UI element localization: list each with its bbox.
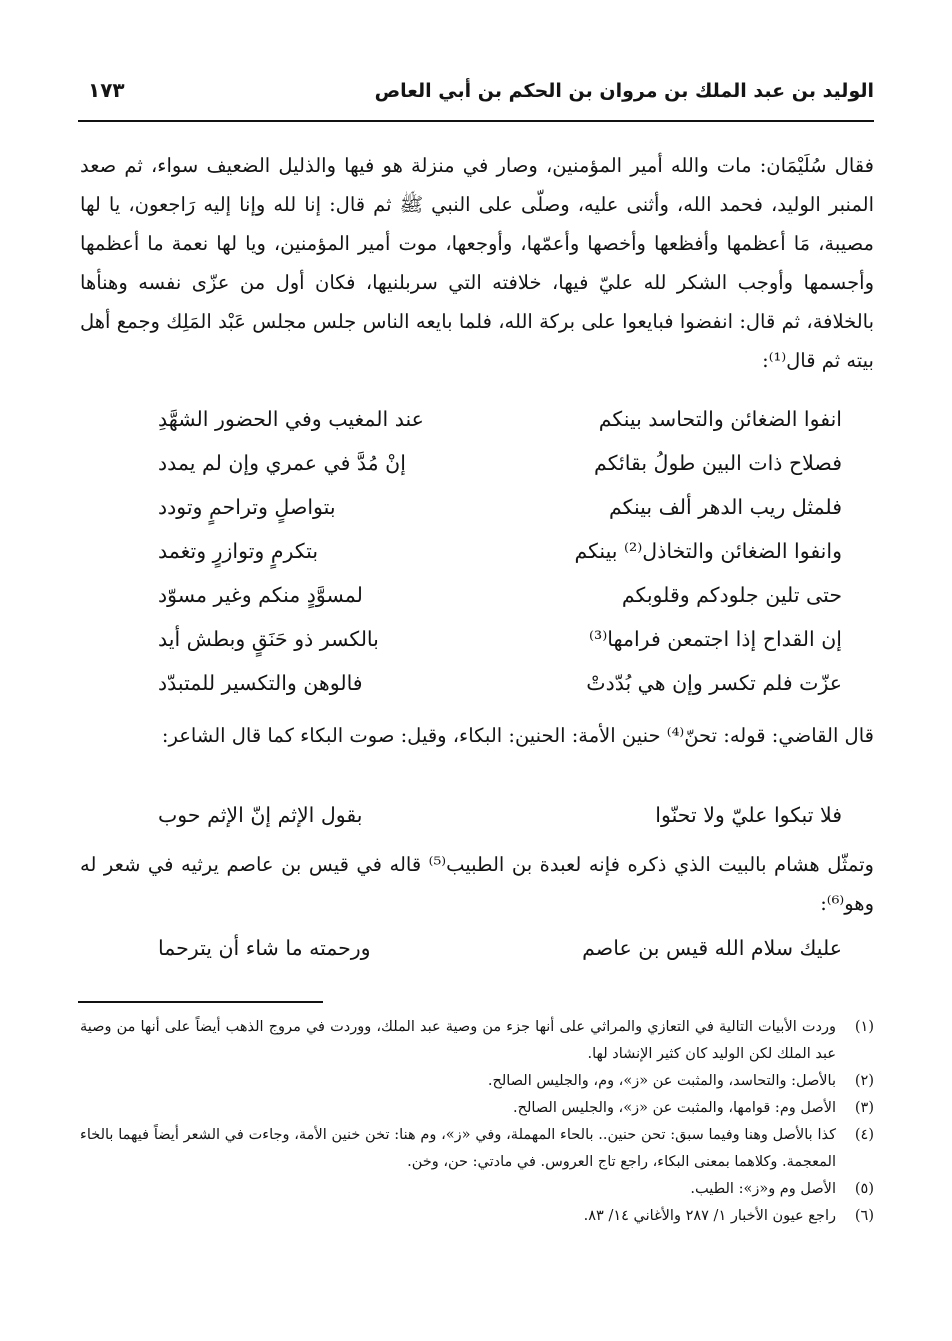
verse-second-hemistich: فالوهن والتكسير للمتبدّد bbox=[158, 671, 363, 695]
verse-second-hemistich: بقول الإثم إنّ الإثم حوب bbox=[158, 803, 363, 827]
verse-first-hemistich: عليك سلام الله قيس بن عاصم bbox=[582, 936, 842, 960]
verse-line bbox=[80, 451, 874, 495]
footnote-text: وردت الأبيات التالية في التعازي والمراثي على أنها جزء من وصية عبد الملك، ووردت في مروج الذهب أيضاً على أنها من وصية عبد الملك لكن الوليد كان كثير الإنشاد لها. bbox=[80, 1019, 836, 1062]
footnotes-list bbox=[80, 1014, 874, 1230]
footnote-number: (٣) bbox=[854, 1100, 874, 1116]
footnote-number: (٥) bbox=[854, 1181, 874, 1197]
verse-line bbox=[80, 627, 874, 671]
verse-first-hemistich: فصلاح ذات البين طولُ بقائكم bbox=[594, 451, 842, 475]
verse-first-hemistich: إن القداح إذا اجتمعن فرامها⁽³⁾ bbox=[588, 627, 842, 651]
footnote-text: بالأصل: والتحاسد، والمثبت عن «ز»، وم، والجليس الصالح. bbox=[487, 1073, 836, 1089]
verse-second-hemistich: بتواصلٍ وتراحمٍ وتودد bbox=[158, 495, 336, 519]
footnote-text: كذا بالأصل وهنا وفيما سبق: تحن حنين.. بالحاء المهملة، وفي «ز»، وم هنا: تخن خنين الأمة، وجاءت في الشعر أيضاً فيهما بالخاء المعجمة. وكلاهما بمعنى البكاء، راجع تاج العروس. في مادتي: حن، وخن. bbox=[80, 1127, 836, 1170]
verse-line bbox=[80, 539, 874, 583]
footnote-number: (٤) bbox=[854, 1127, 874, 1143]
verse-first-hemistich: وانفوا الضغائن والتخاذل⁽²⁾ بينكم bbox=[574, 539, 842, 563]
verse-second-hemistich: ورحمته ما شاء أن يترحما bbox=[158, 936, 371, 960]
page-number: ١٧٣ bbox=[88, 78, 125, 102]
verse-line bbox=[80, 583, 874, 627]
verse-second-hemistich: لمسوَّدٍ منكم وغير مسوّد bbox=[158, 583, 363, 607]
footnote-text: الأصل وم و«ز»: الطيب. bbox=[690, 1181, 836, 1197]
verse-first-hemistich: فلا تبكوا عليّ ولا تحنّوا bbox=[655, 803, 842, 827]
verse-line bbox=[80, 671, 874, 715]
verse-first-hemistich: عزّت فلم تكسر وإن هي بُدّدتْ bbox=[586, 671, 842, 695]
verse-first-hemistich: فلمثل ريب الدهر ألف بينكم bbox=[609, 495, 842, 519]
verse-second-hemistich: عند المغيب وفي الحضور الشهَّدِ bbox=[158, 407, 424, 431]
footnote-item bbox=[80, 1122, 874, 1176]
footnote-number: (٢) bbox=[854, 1073, 874, 1089]
verse-line bbox=[80, 803, 874, 847]
verse-line bbox=[80, 495, 874, 539]
footnote-number: (٦) bbox=[854, 1208, 874, 1224]
running-header-title: الوليد بن عبد الملك بن مروان بن الحكم بن أبي العاص bbox=[374, 80, 874, 102]
footnote-item bbox=[80, 1068, 874, 1095]
footnote-item bbox=[80, 1203, 874, 1230]
footnote-item bbox=[80, 1014, 874, 1068]
header-divider bbox=[78, 120, 874, 122]
verse-second-hemistich: إنْ مُدَّ في عمري وإن لم يمدد bbox=[158, 451, 406, 475]
verse-first-hemistich: انفوا الضغائن والتحاسد بينكم bbox=[598, 407, 842, 431]
footnote-divider bbox=[78, 1001, 323, 1003]
body-paragraph-3: وتمثّل هشام بالبيت الذي ذكره فإنه لعبدة بن الطبيب⁽⁵⁾ قاله في قيس بن عاصم يرثيه في شعر له وهو⁽⁶⁾: bbox=[80, 853, 874, 915]
verse-line bbox=[80, 936, 874, 980]
body-paragraph-1: فقال سُلَيْمَان: مات والله أمير المؤمنين، وصار في منزلة هو فيها والذليل الضعيف سواء، ثم صعد المنبر الوليد، فحمد الله، وأثنى عليه، وصلّى على النبي ﷺ ثم قال: إنا لله وإنا إليه رَاجعون، يا لها مصيبة، مَا أعظمها وأفظعها وأخصها وأعمّها، وأوجعها، موت أمير المؤمنين، ويا لها نعمة ما أعظمها وأجسمها وأوجب الشكر لله عليّ فيها، خلافته التي سربلنيها، فكان أول من عزّى نفسه وهنأها بالخلافة، ثم قال: انفضوا فبايعوا على بركة الله، فلما بايعه الناس جلس مجلس عَبْد المَلِك وجمع أهل بيته ثم قال⁽¹⁾: bbox=[80, 154, 874, 372]
verse-line bbox=[80, 407, 874, 451]
footnote-text: راجع عيون الأخبار ١/ ٢٨٧ والأغاني ١٤/ ٨٣. bbox=[583, 1208, 836, 1224]
verse-first-hemistich: حتى تلين جلودكم وقلوبكم bbox=[621, 583, 842, 607]
footnote-item bbox=[80, 1095, 874, 1122]
body-paragraph-2: قال القاضي: قوله: تحنّ⁽⁴⁾ حنين الأمة: الحنين: البكاء، وقيل: صوت البكاء كما قال الشاعر: bbox=[161, 724, 874, 747]
footnote-text: الأصل وم: قوامها، والمثبت عن «ز»، والجليس الصالح. bbox=[513, 1100, 836, 1116]
verse-second-hemistich: بتكرمٍ وتوازرٍ وتغمد bbox=[158, 539, 319, 563]
verse-second-hemistich: بالكسر ذو حَنَقٍ وبطش أيد bbox=[158, 627, 379, 651]
footnote-item bbox=[80, 1176, 874, 1203]
footnote-number: (١) bbox=[854, 1019, 874, 1035]
